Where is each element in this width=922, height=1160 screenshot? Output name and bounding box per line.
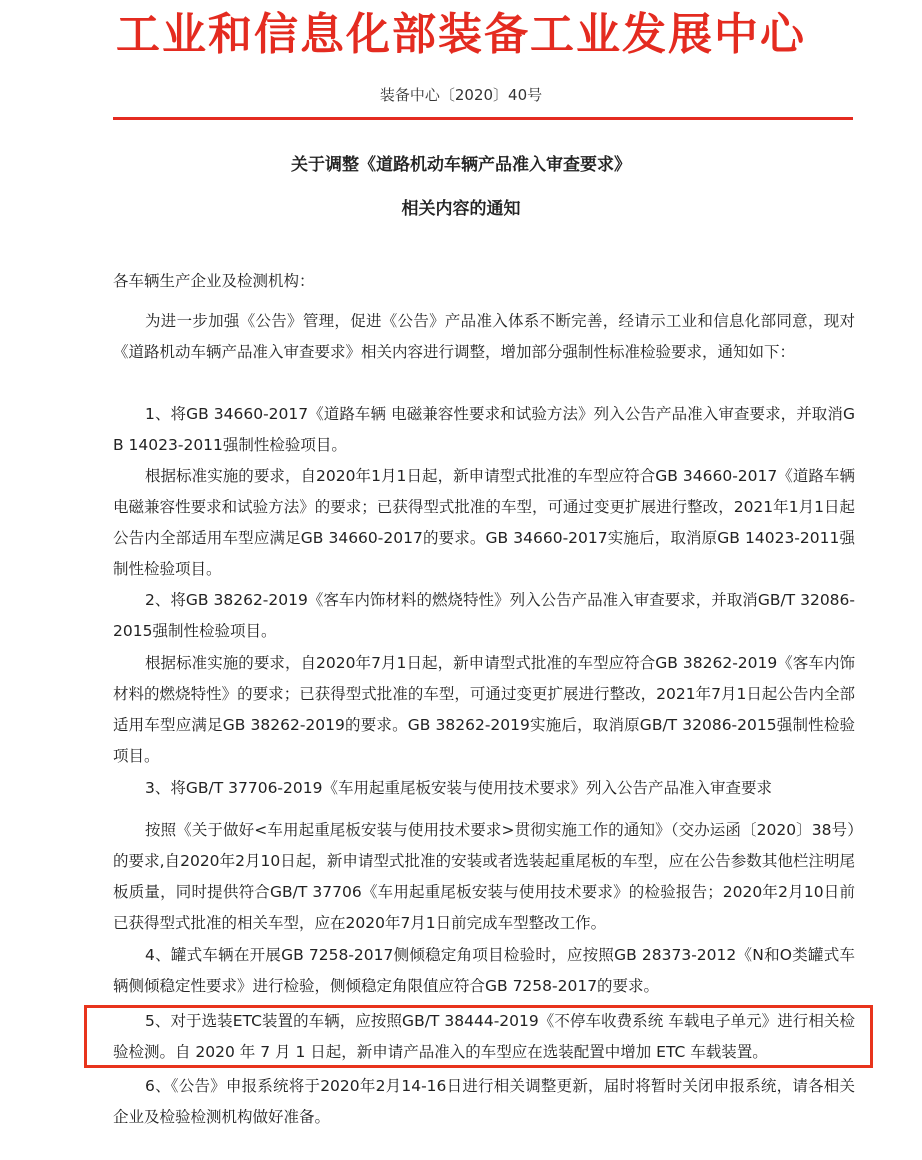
intro-paragraph: 为进一步加强《公告》管理，促进《公告》产品准入体系不断完善，经请示工业和信息化部同意，现对《道路机动车辆产品准入审查要求》相关内容进行调整，增加部分强制性标准检验要求，通知如下： — [113, 312, 855, 361]
item-6: 6、《公告》申报系统将于2020年2月14-16日进行相关调整更新，届时将暂时关闭申报系统，请各相关企业及检验检测机构做好准备。 — [113, 1077, 855, 1126]
item-5-highlighted: 5、对于选装ETC装置的车辆，应按照GB/T 38444-2019《不停车收费系统 车载电子单元》进行相关检验检测。自 2020 年 7 月 1 日起，新申请产品准入的车型应在选装配置中增加 ETC 车载装置。 — [113, 1012, 855, 1061]
item-1: 1、将GB 34660-2017《道路车辆 电磁兼容性要求和试验方法》列入公告产品准入审查要求，并取消GB 14023-2011强制性检验项目。 — [113, 405, 855, 454]
item-1-detail: 根据标准实施的要求，自2020年1月1日起，新申请型式批准的车型应符合GB 34660-2017《道路车辆 电磁兼容性要求和试验方法》的要求；已获得型式批准的车型，可通过变更扩展进行整改，2021年1月1日起公告内全部适用车型应满足GB 34660-2017的要求。GB 34660-2017实施后，取消原GB 14023-2011强制性检验项目。 — [113, 467, 855, 578]
red-divider-line — [113, 117, 853, 120]
issuing-agency-header: 工业和信息化部装备工业发展中心 — [116, 9, 806, 60]
item-4: 4、罐式车辆在开展GB 7258-2017侧倾稳定角项目检验时，应按照GB 28373-2012《N和O类罐式车辆侧倾稳定性要求》进行检验，侧倾稳定角限值应符合GB 7258-2017的要求。 — [113, 946, 855, 995]
document-title-line-2: 相关内容的通知 — [401, 199, 521, 219]
document-number: 装备中心〔2020〕40号 — [379, 86, 543, 104]
document-title-line-1: 关于调整《道路机动车辆产品准入审查要求》 — [291, 155, 631, 175]
item-3-detail: 按照《关于做好<车用起重尾板安装与使用技术要求>贯彻实施工作的通知》（交办运函〔2020〕38号）的要求,自2020年2月10日起，新申请型式批准的安装或者选装起重尾板的车型，应在公告参数其他栏注明尾板质量，同时提供符合GB/T 37706《车用起重尾板安装与使用技术要求》的检验报告；2020年2月10日前已获得型式批准的相关车型，应在2020年7月1日前完成车型整改工作。 — [113, 821, 855, 932]
salutation: 各车辆生产企业及检测机构： — [113, 272, 315, 290]
item-2: 2、将GB 38262-2019《客车内饰材料的燃烧特性》列入公告产品准入审查要求，并取消GB/T 32086-2015强制性检验项目。 — [113, 591, 855, 640]
item-2-detail: 根据标准实施的要求，自2020年7月1日起，新申请型式批准的车型应符合GB 38262-2019《客车内饰材料的燃烧特性》的要求；已获得型式批准的车型，可通过变更扩展进行整改，2021年7月1日起公告内全部适用车型应满足GB 38262-2019的要求。GB 38262-2019实施后，取消原GB/T 32086-2015强制性检验项目。 — [113, 654, 855, 765]
item-3: 3、将GB/T 37706-2019《车用起重尾板安装与使用技术要求》列入公告产品准入审查要求 — [145, 779, 772, 797]
highlight-box — [84, 1005, 873, 1068]
